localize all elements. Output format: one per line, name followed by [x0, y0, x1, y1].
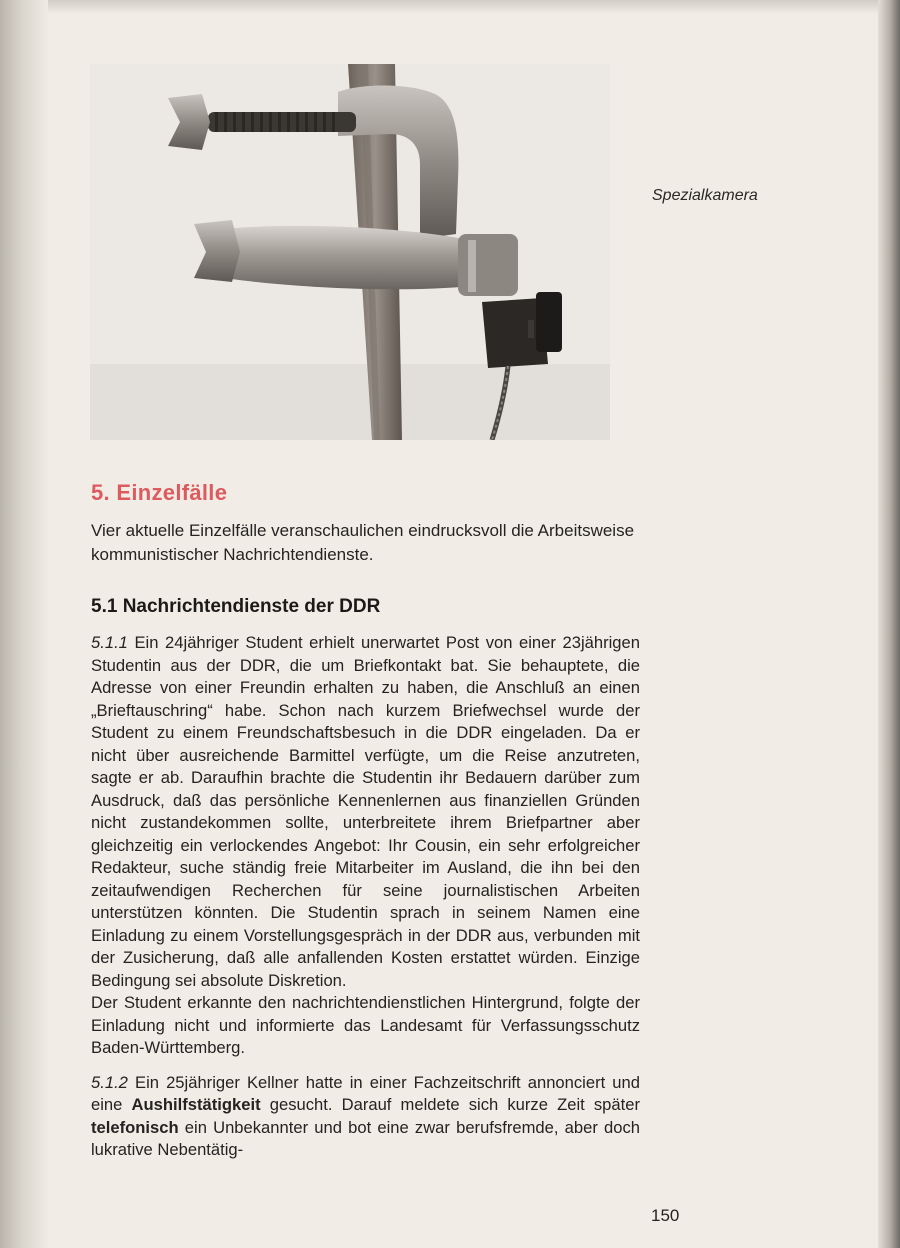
- section-title: 5.1 Nachrichtendienste der DDR: [91, 596, 381, 617]
- paragraph-number: 5.1.1: [91, 633, 128, 652]
- clamp-camera-photo: [90, 64, 610, 440]
- paragraph-5-1-2: [91, 1072, 640, 1162]
- paragraph-text: gesucht. Darauf meldete sich kurze Zeit später: [260, 1095, 640, 1114]
- chapter-title: 5. Einzelfälle: [91, 480, 228, 505]
- paragraph-text: Ein 24jähriger Student erhielt unerwartet Post von einer 23jährigen Studentin aus der DDR, die um Briefkontakt bat. Sie behauptete, die Adresse von einer Freundin erhalten zu haben, die Anschluß an einen „Brieftauschring“ habe. Schon nach kurzem Briefwechsel wurde der Student zu einem Freundschaftsbesuch in die DDR eingeladen. Da er nicht über ausreichende Barmittel verfügte, um die Reise anzutreten, sagte er ab. Daraufhin brachte die Studentin ihr Bedauern darüber zum Ausdruck, daß das persönliche Kennenlernen aus finanziellen Gründen nicht zustandekommen sollte, unterbreitete ihrem Briefpartner aber gleichzeitig ein verlockendes Angebot: Ihr Cousin, ein sehr erfolgreicher Redakteur, suche ständig freie Mitarbeiter im Ausland, die ihn bei den zeitaufwendigen Recherchen für seine journalistischen Arbeiten unterstützen könnten. Die Studentin sprach in seinem Namen eine Einladung zu einem Vorstellungsgespräch in der DDR aus, verbunden mit der Zusicherung, daß alle anfallenden Kosten erstattet würden. Einzige Bedingung sei absolute Diskretion.: [91, 633, 640, 990]
- emphasis-text: Aushilfstätigkeit: [131, 1095, 261, 1114]
- photo-caption: Spezialkamera: [652, 187, 758, 204]
- chapter-intro: Vier aktuelle Einzelfälle veranschaulichen eindrucksvoll die Arbeitsweise kommunistischer Nachrichtendienste.: [91, 521, 635, 564]
- paragraph-5-1-1: [91, 632, 640, 992]
- paragraph-text: ein Unbekannter und bot eine zwar berufsfremde, aber doch lukrative Nebentätig-: [91, 1117, 640, 1159]
- paragraph-5-1-1-conclusion: Der Student erkannte den nachrichtendienstlichen Hintergrund, folgte der Einladung nicht und informierte das Landesamt für Verfassungsschutz Baden-Württemberg.: [91, 993, 640, 1057]
- paragraph-text: Ein 25jähriger Kellner hatte in einer Fachzeitschrift annonciert und eine: [91, 1072, 640, 1114]
- book-gutter-shadow: [0, 0, 48, 1248]
- page-top-edge: [0, 0, 900, 14]
- page-number: 150: [651, 1206, 680, 1225]
- body-text: [91, 632, 640, 1162]
- book-page-edge: [878, 0, 900, 1248]
- paragraph-number: 5.1.2: [91, 1072, 128, 1092]
- emphasis-text: telefonisch: [91, 1117, 179, 1137]
